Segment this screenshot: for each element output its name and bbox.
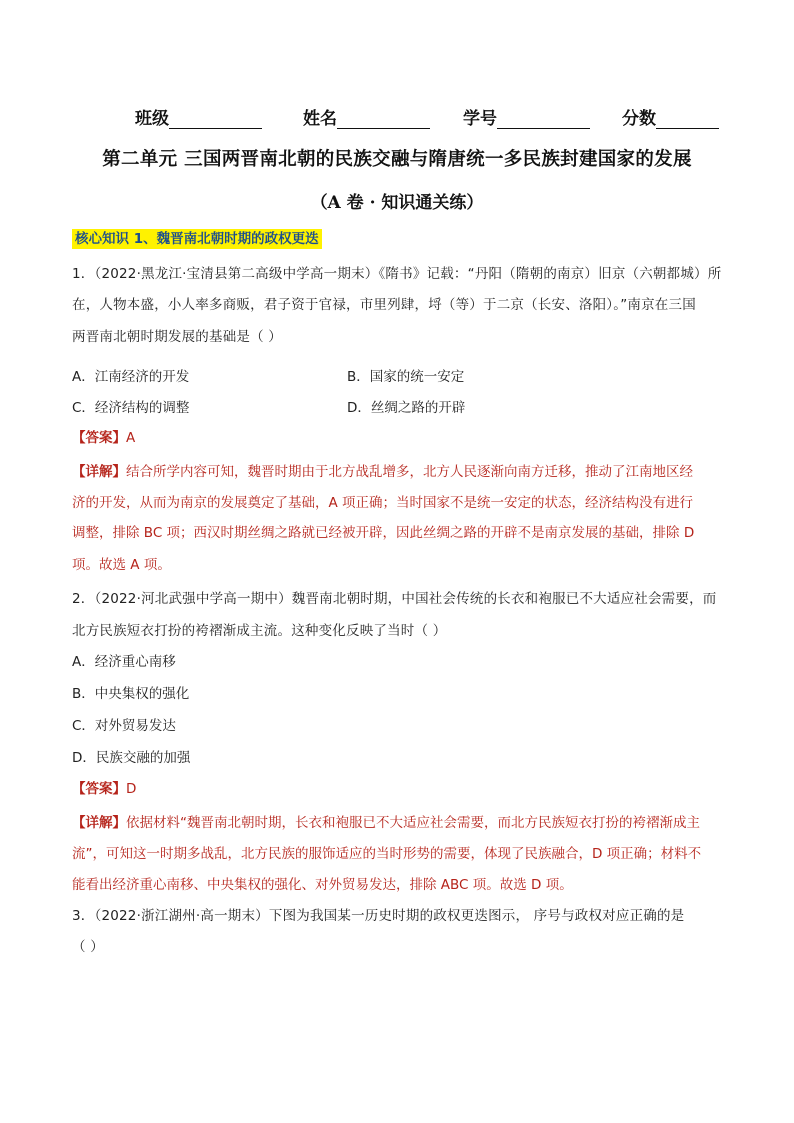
- question-1-answer: [72, 428, 135, 448]
- score-label: 分数: [622, 109, 656, 129]
- section-heading: 核心知识 1、魏晋南北朝时期的政权更迭: [72, 229, 322, 249]
- question-2-option-d: D．民族交融的加强: [72, 750, 191, 766]
- question-3-line-2: （ ）: [72, 939, 104, 955]
- answer-label: 【答案】: [72, 430, 126, 446]
- class-blank: [169, 110, 262, 129]
- student-id-label: 学号: [463, 109, 497, 129]
- question-1-detail-line-4: 项。故选 A 项。: [72, 557, 171, 573]
- class-field: [135, 104, 262, 129]
- question-1-line-3: 两晋南北朝时期发展的基础是（ ）: [72, 329, 282, 345]
- question-1-line-2: 在，人物本盛，小人率多商贩，君子资于官禄，市里列肆，埒（等）于二京（长安、洛阳）。”南京在三国: [72, 297, 696, 313]
- question-1-option-d: D．丝绸之路的开辟: [347, 400, 466, 416]
- student-id-field: [463, 104, 590, 129]
- name-field: [303, 104, 430, 129]
- detail-label: 【详解】: [72, 464, 126, 480]
- score-blank: [656, 110, 719, 129]
- question-2-option-a: A．经济重心南移: [72, 654, 176, 670]
- question-2-detail-line-3: 能看出经济重心南移、中央集权的强化、对外贸易发达，排除 ABC 项。故选 D 项。: [72, 877, 573, 893]
- student-id-blank: [497, 110, 590, 129]
- detail-text: 依据材料“魏晋南北朝时期，长衣和袍服已不大适应社会需要，而北方民族短衣打扮的袴褶渐成主: [126, 815, 700, 831]
- name-label: 姓名: [303, 109, 337, 129]
- student-info-line: [0, 104, 794, 132]
- score-field: [622, 104, 719, 129]
- question-1-option-c: C．经济结构的调整: [72, 400, 190, 416]
- document-title: 第二单元 三国两晋南北朝的民族交融与隋唐统一多民族封建国家的发展: [102, 149, 692, 170]
- detail-text: 结合所学内容可知，魏晋时期由于北方战乱增多，北方人民逐渐向南方迁移，推动了江南地区经: [126, 464, 693, 480]
- question-1-detail-line-1: [72, 462, 693, 482]
- detail-label: 【详解】: [72, 815, 126, 831]
- question-1-detail-line-3: 调整，排除 BC 项；西汉时期丝绸之路就已经被开辟，因此丝绸之路的开辟不是南京发展的基础，排除 D: [72, 525, 695, 541]
- question-1-detail-line-2: 济的开发，从而为南京的发展奠定了基础，A 项正确；当时国家不是统一安定的状态，经济结构没有进行: [72, 495, 694, 511]
- question-2-line-2: 北方民族短衣打扮的袴褶渐成主流。这种变化反映了当时（ ）: [72, 623, 447, 639]
- question-2-detail-line-2: 流”，可知这一时期多战乱，北方民族的服饰适应的当时形势的需要，体现了民族融合，D 项正确；材料不: [72, 846, 702, 862]
- answer-value: D: [126, 781, 137, 797]
- question-1-option-a: A．江南经济的开发: [72, 369, 190, 385]
- question-2-answer: [72, 779, 136, 799]
- question-2-detail-line-1: [72, 813, 700, 833]
- answer-value: A: [126, 430, 136, 446]
- class-label: 班级: [135, 109, 169, 129]
- name-blank: [337, 110, 430, 129]
- answer-label: 【答案】: [72, 781, 126, 797]
- question-2-option-b: B．中央集权的强化: [72, 686, 190, 702]
- question-2-line-1: 2．（2022·河北武强中学高一期中）魏晋南北朝时期，中国社会传统的长衣和袍服已不大适应社会需要，而: [72, 591, 717, 607]
- question-3-line-1: 3．（2022·浙江湖州·高一期末）下图为我国某一历史时期的政权更迭图示， 序号与政权对应正确的是: [72, 908, 685, 924]
- question-2-option-c: C．对外贸易发达: [72, 718, 176, 734]
- question-1-option-b: B．国家的统一安定: [347, 369, 465, 385]
- document-subtitle: （A 卷 · 知识通关练）: [310, 193, 484, 213]
- question-1-line-1: 1．（2022·黑龙江·宝清县第二高级中学高一期末）《隋书》记载：“丹阳（隋朝的南京）旧京（六朝都城）所: [72, 266, 722, 282]
